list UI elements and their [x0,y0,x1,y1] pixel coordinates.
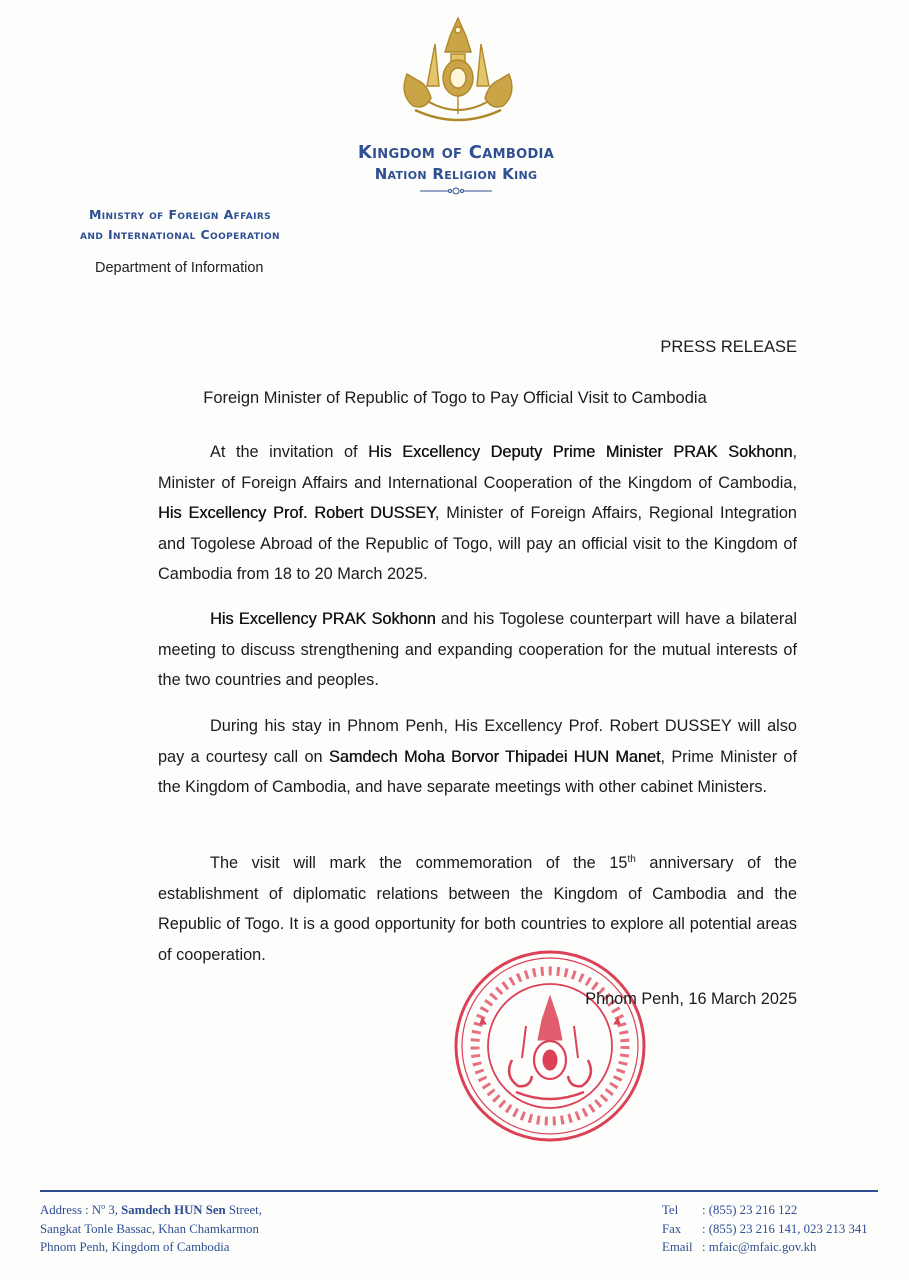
national-motto: Nation Religion King [374,165,538,183]
headline: Foreign Minister of Republic of Togo to Pay Official Visit to Cambodia [203,389,707,407]
document-type: PRESS RELEASE [660,338,797,356]
department-name: Department of Information [95,260,264,276]
body-paragraph-3: During his stay in Phnom Penh, His Excellency Prof. Robert DUSSEY will also pay a courtesy call on Samdech Moha Borvor Thipadei HUN Manet, Prime Minister of the Kingdom of Cambodia, and have separate meetings with other cabinet Ministers. [158,717,797,796]
ornament-divider-icon [418,185,494,197]
address-line-3: Phnom Penh, Kingdom of Cambodia [40,1240,230,1254]
footer-contacts [662,1201,902,1257]
contact-email: Email : mfaic@mfaic.gov.kh [662,1240,817,1254]
ministry-name-line2: and International Cooperation [80,227,280,242]
footer-divider [40,1190,878,1192]
official-seal-icon [452,948,648,1144]
kingdom-title: Kingdom of Cambodia [357,142,555,163]
body-paragraph-4: The visit will mark the commemoration of the 15th anniversary of the establishment of diplomatic relations between the Kingdom of Cambodia and the Republic of Togo. It is a good opportunity for both countries to explore all potential areas of cooperation. [158,854,797,964]
body-paragraph-1: At the invitation of His Excellency Deputy Prime Minister PRAK Sokhonn, Minister of Foreign Affairs and International Cooperation of the Kingdom of Cambodia, His Excellency Prof. Robert DUSSEY, Minister of Foreign Affairs, Regional Integration and Togolese Abroad of the Republic of Togo, will pay an official visit to the Kingdom of Cambodia from 18 to 20 March 2025. [158,443,797,583]
address-line-2: Sangkat Tonle Bassac, Khan Chamkarmon [40,1221,259,1236]
royal-coat-of-arms-icon [395,14,521,132]
place-and-date: Phnom Penh, 16 March 2025 [585,990,797,1008]
ministry-name-line1: Ministry of Foreign Affairs [88,207,272,222]
contact-tel: Tel : (855) 23 216 122 [662,1203,798,1217]
address-line-1: Address : $N^o$ 3, Samdech HUN Sen Street, [40,1202,262,1217]
body-paragraph-2: His Excellency PRAK Sokhonn and his Togolese counterpart will have a bilateral meeting to discuss strengthening and expanding cooperation for the mutual interests of the two countries and peoples. [158,610,797,689]
contact-fax: Fax : (855) 23 216 141, 023 213 341 [662,1221,868,1236]
footer-address [40,1201,360,1257]
